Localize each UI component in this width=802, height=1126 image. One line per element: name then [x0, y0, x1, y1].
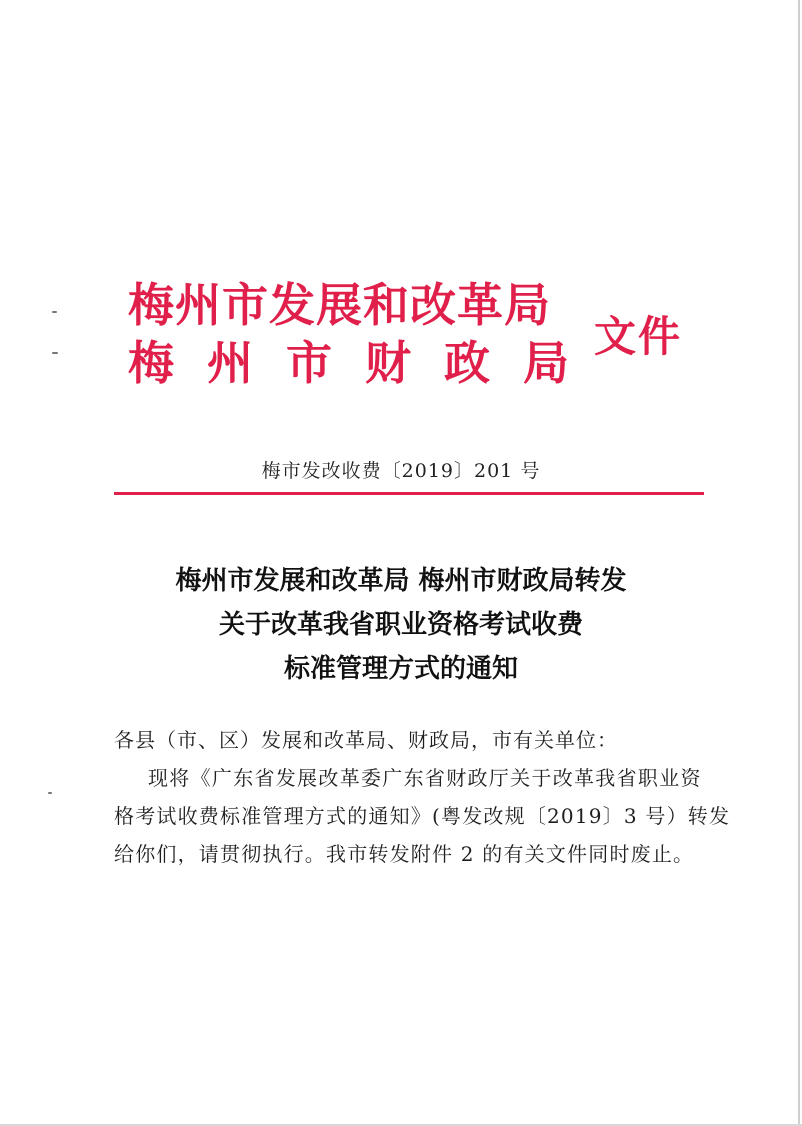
- body-line-1: 现将《广东省发展改革委广东省财政厅关于改革我省职业资: [148, 766, 702, 790]
- issuer-line-1: 梅州市发展和改革局: [128, 278, 551, 332]
- title-line-1: 梅州市发展和改革局 梅州市财政局转发: [175, 566, 627, 596]
- title-line-2: 关于改革我省职业资格考试收费: [218, 610, 583, 640]
- body-line-2: 格考试收费标准管理方式的通知》(粤发改规〔2019〕3 号）转发: [114, 804, 731, 828]
- issuer-line-2: 梅州市财政局: [128, 336, 602, 390]
- document-number: 梅市发改收费〔2019〕201 号: [261, 460, 541, 482]
- document-header: [128, 270, 728, 400]
- margin-mark: [48, 792, 52, 794]
- scan-edge-right: [798, 0, 800, 1126]
- red-separator-line: [114, 492, 704, 495]
- margin-mark: [52, 311, 57, 313]
- salutation: 各县（市、区）发展和改革局、财政局，市有关单位：: [114, 728, 618, 752]
- margin-mark: [52, 352, 58, 354]
- body-line-3: 给你们，请贯彻执行。我市转发附件 2 的有关文件同时废止。: [114, 842, 695, 866]
- title-line-3: 标准管理方式的通知: [283, 654, 518, 684]
- document-word: 文件: [594, 312, 683, 361]
